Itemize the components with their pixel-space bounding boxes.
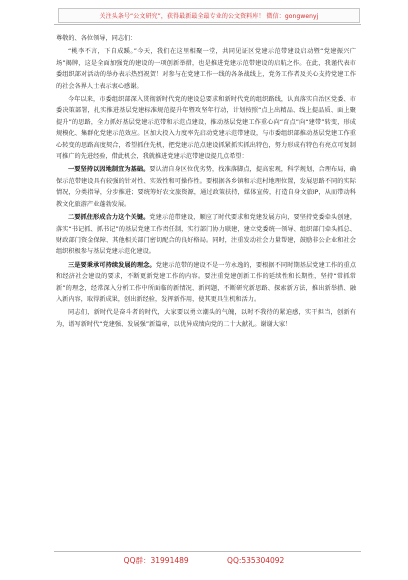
paragraph: 一要坚持以因地制宜为基础。要认清自身区位优劣势，找准落脚点，提高宏观，科学规划，合理布局，确保示范带建设具有较强的针对性、实效性和可操作性。要根据各乡镇和示范村地理位置，发展思路不同的实际情况，分类指导，分步推进；要统筹好农文旅资源，通过政策扶持，媒体宣传，打造自身文旅IP，从而带动科教文化旅游产业蓬勃发展。 [56,166,357,208]
header-banner [58,8,360,23]
salutation: 尊敬的、各位领导，同志们： [56,35,137,42]
document-body [56,33,356,332]
paragraph: 同志们，新时代是奋斗者的时代，大家要以勇立潮头的气魄，以时不我待的紧迫感，实干担当，创新有为，谱写新时代“党建强、发展强”新篇章，以优异成绩向党的二十大献礼。谢谢大家！ [56,309,356,328]
paragraph-lead: 三是要秉承可持续发展的理念。 [68,261,156,269]
footer-divider [54,551,361,552]
paragraph-lead: 一要坚持以因地制宜为基础。 [68,166,150,174]
header-banner-text: 关注头条号“公文研究”，获得最新最全最专业的公文资料库！ 微信：gongwenyj [99,13,319,20]
footer-qq: QQ:535304092 [227,556,285,565]
paragraph: “桃李不言，下自成蹊。”今天，我们在这里相聚一堂，共同见证区党建示范带建设启动暨“党建振兴广场”揭牌，这是全面加强党的建设的一项创新举措，也是推进党建示范带建设的启航之作。在此，我谨代表市委组织部对活动的举办表示热烈祝贺！对参与在党建工作一线的各条战线上，党务工作者及关心支持党建工作的社会各界人士表示衷心感谢。 [56,48,356,90]
paragraph: 今年以来，市委组织部深入贯彻新时代党的建设总要求和新时代党的组织路线，认真落实自治区党委、市委决策部署，扎实推进基层党建标准规范提升年暨攻坚年行动，计划按照“点上出精品、线上提品质、面上聚提升”的思路，全力抓好基层党建示范带和示范点建设，推动基层党建工作重心向“育点”向“建带”转变，形成规模化、集群化党建示范效应。区加大投入力度率先启动党建示范带建设，与市委组织部推动基层党建工作重心转变的思路高度契合，希望抓住先机，把党建示范点建设抓紧抓实抓出特色，努力形成有特色有亮点可复制可推广的先进经验，借此机会，我就推进党建示范带建设提几点希望： [56,96,356,161]
paragraph: 二要抓住形成合力这个关键。党建示范带建设，顺应了时代要求和党建发展方向，要坚持党委牵头创建，落实“书记抓、抓书记”的基层党建工作责任制，实行部门协力联建，建立党委统一领导、组织部门牵头抓总、财政部门资金保障、其他相关部门密切配合的良好格局。同时，注重发动社会力量帮建，鼓励非公企业和社会组织积极参与基层党建示范化建设。 [56,214,357,256]
footer-qq-group: QQ群：31991489 [123,556,189,565]
header-divider [54,24,361,25]
footer [0,555,408,566]
paragraph: 三是要秉承可持续发展的理念。党建示范带的建设不是一劳永逸的，要根据不同时期基层党建工作的重点和经济社会建设的要求，不断更新党建工作的内容。要注重党建创新工作的延续性和长期性，坚持“常抓常新”的理念，经常深入分析工作中所面临的新情况、新问题，不断研究新思路、探索新方法，推出新举措、融入新内容，取得新成果，创出新经验，发挥新作用，使其更具生机和活力。 [56,261,357,303]
paragraph-lead: 二要抓住形成合力这个关键。 [68,214,150,222]
